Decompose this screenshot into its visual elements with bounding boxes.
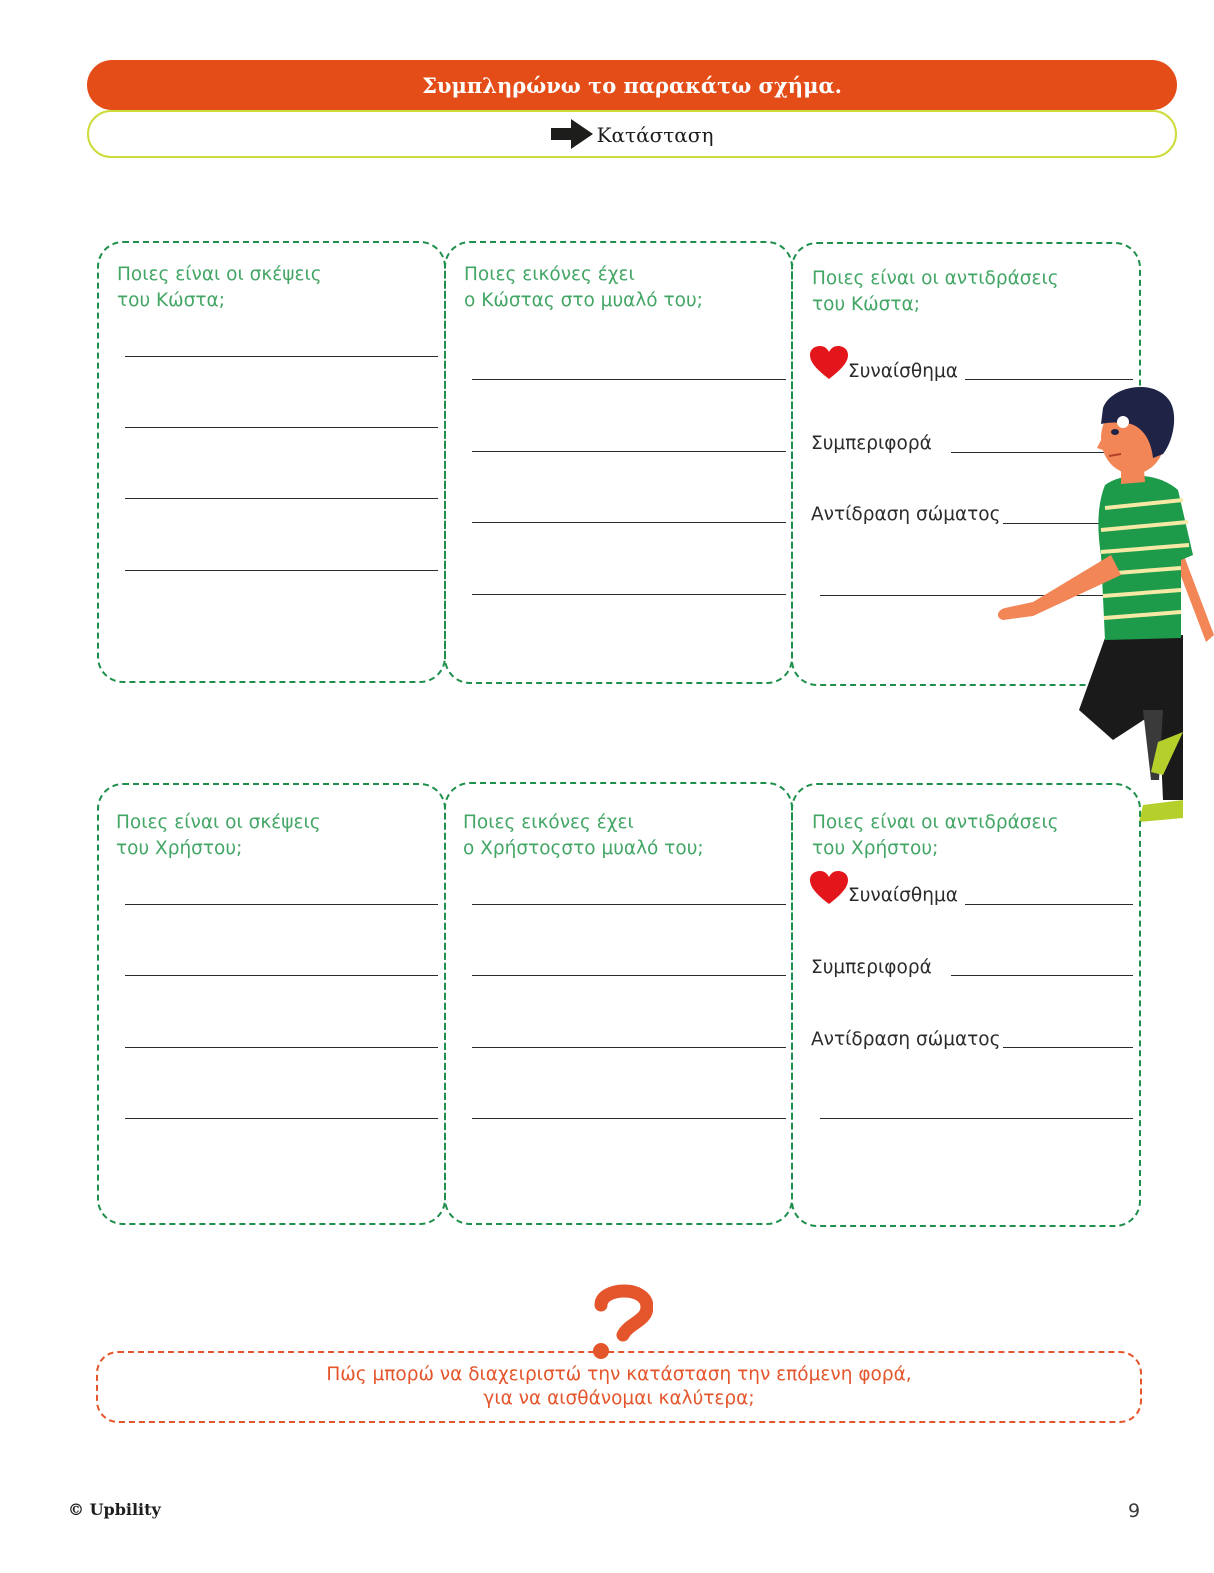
kostas-images-answer-line[interactable] (472, 379, 786, 380)
christos-body-reaction-label: Αντίδραση σώματος (811, 1029, 1001, 1050)
boy-illustration (993, 380, 1214, 830)
christos-thoughts-answer-line[interactable] (125, 1118, 438, 1119)
christos-images-answer-line[interactable] (472, 1118, 786, 1119)
christos-images-answer-line[interactable] (472, 975, 786, 976)
prompt-text (96, 1363, 1142, 1411)
kostas-images-answer-line[interactable] (472, 594, 786, 595)
christos-thoughts-question: Ποιες είναι οι σκέψεις του Χρήστου; (116, 812, 321, 859)
christos-thoughts-answer-line[interactable] (125, 904, 438, 905)
question-mark-icon (587, 1281, 653, 1361)
kostas-thoughts-answer-line[interactable] (125, 498, 438, 499)
situation-box (87, 110, 1177, 158)
kostas-images-question: Ποιες εικόνες έχει ο Κώστας στο μυαλό του; (464, 264, 703, 311)
kostas-behavior-label: Συμπεριφορά (811, 433, 932, 454)
christos-reactions-answer-line[interactable] (820, 1118, 1133, 1119)
heart-icon (810, 346, 848, 380)
kostas-body-reaction-label: Αντίδραση σώματος (811, 504, 1001, 525)
christos-thoughts-answer-line[interactable] (125, 975, 438, 976)
kostas-thoughts-answer-line[interactable] (125, 570, 438, 571)
kostas-thoughts-question: Ποιες είναι οι σκέψεις του Κώστα; (117, 264, 322, 311)
kostas-emotion-label: Συναίσθημα (848, 361, 958, 382)
prompt-line-1: Πώς μπορώ να διαχειριστώ την κατάσταση την επόμενη φορά, (326, 1364, 912, 1385)
christos-thoughts-answer-line[interactable] (125, 1047, 438, 1048)
kostas-thoughts-answer-line[interactable] (125, 356, 438, 357)
heart-icon (810, 871, 848, 905)
copyright: © Upbility (68, 1500, 161, 1519)
christos-behavior-answer-line[interactable] (951, 975, 1133, 976)
christos-images-answer-line[interactable] (472, 1047, 786, 1048)
christos-behavior-label: Συμπεριφορά (811, 957, 932, 978)
kostas-reactions-question: Ποιες είναι οι αντιδράσεις του Κώστα; (812, 268, 1059, 315)
situation-label: Κατάσταση (596, 123, 714, 147)
christos-reactions-question: Ποιες είναι οι αντιδράσεις του Χρήστου; (812, 812, 1059, 859)
christos-images-question: Ποιες εικόνες έχει ο Χρήστοςστο μυαλό του; (463, 812, 704, 859)
page-number: 9 (1128, 1500, 1141, 1522)
prompt-line-2: για να αισθάνομαι καλύτερα; (483, 1388, 755, 1409)
kostas-thoughts-answer-line[interactable] (125, 427, 438, 428)
christos-body-reaction-answer-line[interactable] (1003, 1047, 1133, 1048)
instruction-banner: Συμπληρώνω το παρακάτω σχήμα. (87, 60, 1177, 110)
kostas-images-answer-line[interactable] (472, 451, 786, 452)
christos-images-answer-line[interactable] (472, 904, 786, 905)
kostas-images-answer-line[interactable] (472, 522, 786, 523)
christos-emotion-answer-line[interactable] (965, 904, 1133, 905)
christos-emotion-label: Συναίσθημα (848, 885, 958, 906)
right-arrow-icon (551, 119, 593, 149)
